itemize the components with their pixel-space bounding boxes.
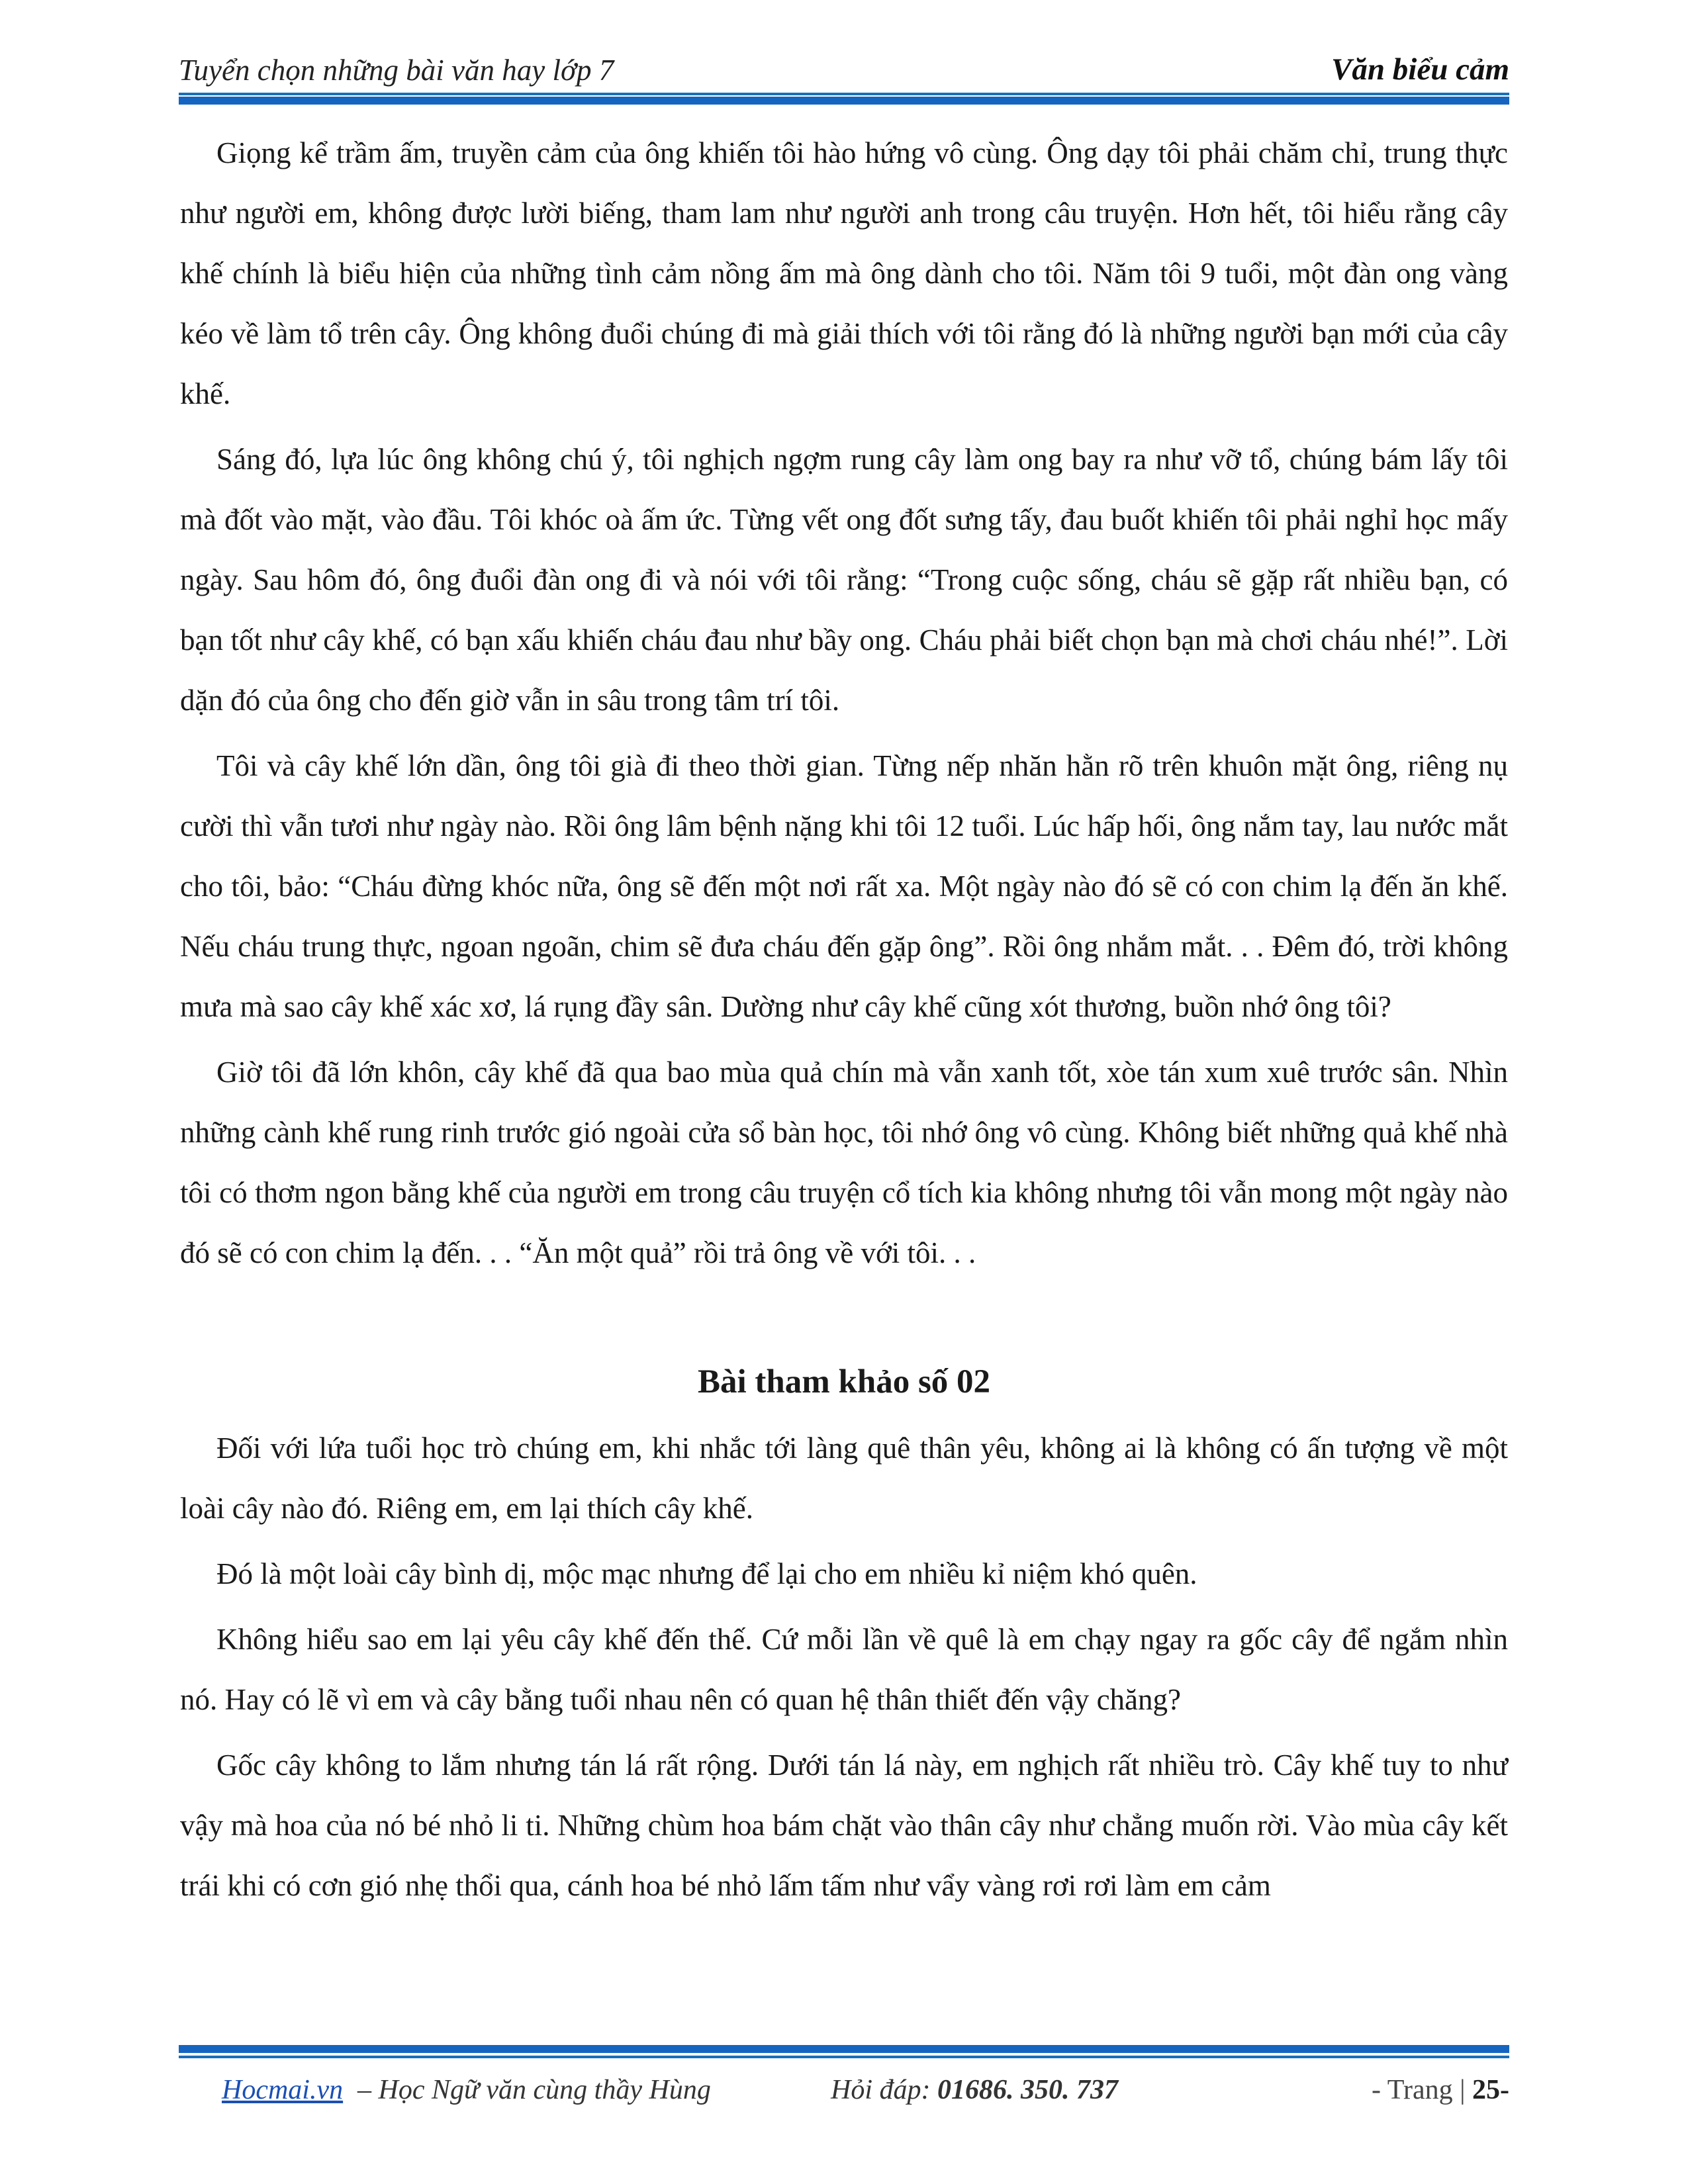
header-rule-thick [179, 97, 1509, 105]
document-title: Tuyển chọn những bài văn hay lớp 7 [179, 54, 614, 87]
section-gap [180, 1289, 1508, 1345]
page-footer [179, 2071, 1509, 2111]
page-number-value: 25- [1472, 2075, 1509, 2105]
header-rule-thin [179, 93, 1509, 95]
section-title: Văn biểu cảm [1331, 52, 1509, 87]
page-header [179, 46, 1509, 93]
body-paragraph: Không hiểu sao em lại yêu cây khế đến thế. Cứ mỗi lần về quê là em chạy ngay ra gốc cây để ngắm nhìn nó. Hay có lẽ vì em và cây bằng tuổi nhau nên có quan hệ thân thiết đến vậy chăng? [180, 1623, 1508, 1716]
body-paragraph: Đó là một loài cây bình dị, mộc mạc nhưng để lại cho em nhiều kỉ niệm khó quên. [216, 1557, 1197, 1590]
footer-rule-thick [179, 2045, 1509, 2053]
section-heading: Bài tham khảo số 02 [697, 1363, 991, 1400]
footer-rule-thin [179, 2056, 1509, 2058]
contact-phone: 01686. 350. 737 [937, 2075, 1118, 2105]
page-prefix: - Trang | [1372, 2075, 1466, 2105]
body-paragraph: Tôi và cây khế lớn dần, ông tôi già đi theo thời gian. Từng nếp nhăn hằn rõ trên khuôn mặt ông, riêng nụ cười thì vẫn tươi như ngày nào. Rồi ông lâm bệnh nặng khi tôi 12 tuổi. Lúc hấp hối, ông nắm tay, lau nước mắt cho tôi, bảo: “Cháu đừng khóc nữa, ông sẽ đến một nơi rất xa. Một ngày nào đó sẽ có con chim lạ đến ăn khế. Nếu cháu trung thực, ngoan ngoãn, chim sẽ đưa cháu đến gặp ông”. Rồi ông nhắm mắt. . . Đêm đó, trời không mưa mà sao cây khế xác xơ, lá rụng đầy sân. Dường như cây khế cũng xót thương, buồn nhớ ông tôi? [180, 749, 1508, 1023]
footer-contact [831, 2074, 1118, 2106]
page-number [1372, 2074, 1509, 2106]
body-paragraph: Đối với lứa tuổi học trò chúng em, khi nhắc tới làng quê thân yêu, không ai là không có ấn tượng về một loài cây nào đó. Riêng em, em lại thích cây khế. [180, 1432, 1508, 1525]
contact-label: Hỏi đáp: [831, 2075, 931, 2105]
footer-tagline: – Học Ngữ văn cùng thầy Hùng [357, 2075, 711, 2105]
site-link[interactable]: Hocmai.vn [222, 2075, 344, 2105]
page-content [180, 123, 1508, 1921]
body-paragraph: Giờ tôi đã lớn khôn, cây khế đã qua bao mùa quả chín mà vẫn xanh tốt, xòe tán xum xuê trước sân. Nhìn những cành khế rung rinh trước gió ngoài cửa sổ bàn học, tôi nhớ ông vô cùng. Không biết những quả khế nhà tôi có thơm ngon bằng khế của người em trong câu truyện cổ tích kia không nhưng tôi vẫn mong một ngày nào đó sẽ có con chim lạ đến. . . “Ăn một quả” rồi trả ông về với tôi. . . [180, 1056, 1508, 1269]
body-paragraph: Gốc cây không to lắm nhưng tán lá rất rộng. Dưới tán lá này, em nghịch rất nhiều trò. Cây khế tuy to như vậy mà hoa của nó bé nhỏ li ti. Những chùm hoa bám chặt vào thân cây như chẳng muốn rời. Vào mùa cây kết trái khi có cơn gió nhẹ thổi qua, cánh hoa bé nhỏ lấm tấm như vẩy vàng rơi rơi làm em cảm [180, 1749, 1508, 1902]
body-paragraph: Sáng đó, lựa lúc ông không chú ý, tôi nghịch ngợm rung cây làm ong bay ra như vỡ tổ, chúng bám lấy tôi mà đốt vào mặt, vào đầu. Tôi khóc oà ấm ức. Từng vết ong đốt sưng tấy, đau buốt khiến tôi phải nghỉ học mấy ngày. Sau hôm đó, ông đuổi đàn ong đi và nói với tôi rằng: “Trong cuộc sống, cháu sẽ gặp rất nhiều bạn, có bạn tốt như cây khế, có bạn xấu khiến cháu đau như bầy ong. Cháu phải biết chọn bạn mà chơi cháu nhé!”. Lời dặn đó của ông cho đến giờ vẫn in sâu trong tâm trí tôi. [180, 443, 1508, 717]
body-paragraph: Giọng kể trầm ấm, truyền cảm của ông khiến tôi hào hứng vô cùng. Ông dạy tôi phải chăm chỉ, trung thực như người em, không được lười biếng, tham lam như người anh trong câu truyện. Hơn hết, tôi hiểu rằng cây khế chính là biểu hiện của những tình cảm nồng ấm mà ông dành cho tôi. Năm tôi 9 tuổi, một đàn ong vàng kéo về làm tổ trên cây. Ông không đuổi chúng đi mà giải thích với tôi rằng đó là những người bạn mới của cây khế. [180, 136, 1508, 410]
